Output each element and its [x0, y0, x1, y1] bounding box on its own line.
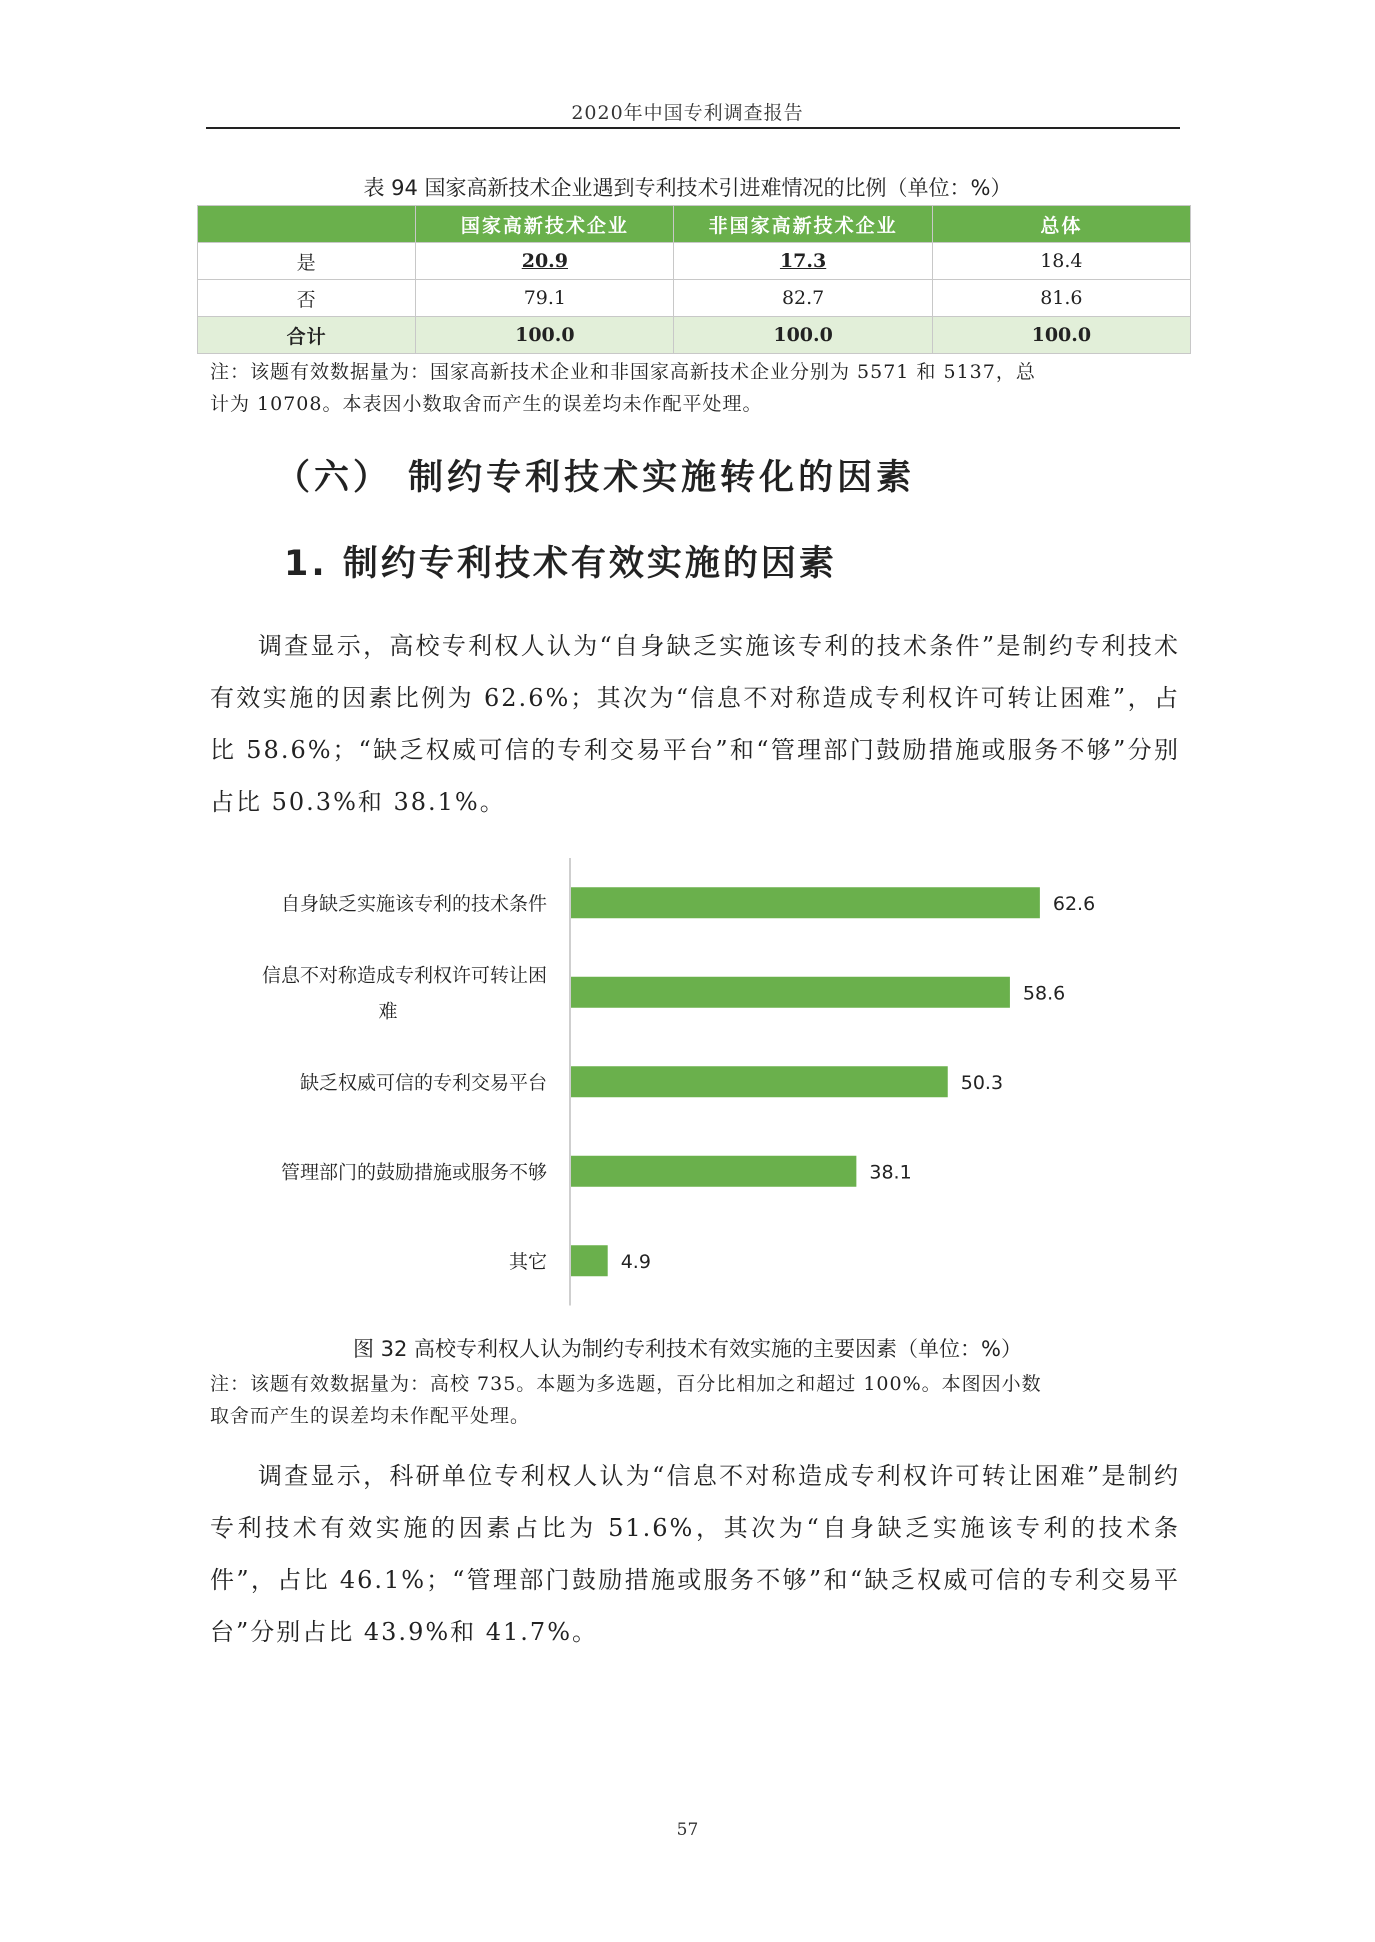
figure-note-line: 注：该题有效数据量为：高校 735。本题为多选题，百分比相加之和超过 100%。本图因小数 — [210, 1373, 1042, 1395]
chart-category-label: 缺乏权威可信的专利交易平台 — [299, 1071, 547, 1094]
table-caption: 表 94 国家高新技术企业遇到专利技术引进难情况的比例（单位：%） — [363, 176, 1012, 200]
chart-data-label: 58.6 — [1022, 982, 1066, 1005]
figure-note-line: 取舍而产生的误差均未作配平处理。 — [210, 1405, 531, 1427]
table-cell: 82.7 — [674, 280, 932, 317]
running-header: 2020年中国专利调查报告 — [571, 102, 804, 124]
table-cell: 18.4 — [932, 243, 1190, 280]
chart-marks — [262, 887, 1095, 1276]
table-cell: 100.0 — [932, 317, 1190, 354]
paragraph: 调查显示，高校专利权人认为“自身缺乏实施该专利的技术条件”是制约专利技术有效实施的因素比例为 62.6%；其次为“信息不对称造成专利权许可转让困难”，占比 58.6%；“缺乏权威可信的专利交易平台”和“管理部门鼓励措施或服务不够”分别占比 50.3%和 38.1%。 — [210, 632, 1180, 816]
chart-data-label: 4.9 — [620, 1250, 651, 1273]
chart-bar — [571, 1245, 608, 1276]
chart-bar — [571, 1066, 948, 1097]
table-note-line: 计为 10708。本表因小数取舍而产生的误差均未作配平处理。 — [210, 393, 763, 415]
chart-data-label: 50.3 — [960, 1071, 1004, 1094]
paragraph: 调查显示，科研单位专利权人认为“信息不对称造成专利权许可转让困难”是制约专利技术有效实施的因素占比为 51.6%，其次为“自身缺乏实施该专利的技术条件”，占比 46.1%；“管理部门鼓励措施或服务不够”和“缺乏权威可信的专利交易平台”分别占比 43.9%和 41.7%。 — [210, 1462, 1180, 1646]
table-header-cell: 总体 — [932, 206, 1190, 243]
table-cell: 20.9 — [416, 243, 674, 280]
chart-category-label: 自身缺乏实施该专利的技术条件 — [280, 892, 547, 915]
table-cell: 81.6 — [932, 280, 1190, 317]
figure-note — [210, 1368, 1180, 1432]
row-label: 是 — [198, 243, 416, 280]
table-cell: 17.3 — [674, 243, 932, 280]
table-note-line: 注：该题有效数据量为：国家高新技术企业和非国家高新技术企业分别为 5571 和 5137，总 — [210, 361, 1036, 383]
sub-heading: 1. 制约专利技术有效实施的因素 — [284, 544, 837, 584]
chart-category-label: 其它 — [508, 1250, 547, 1273]
chart-category-label: 难 — [378, 1000, 398, 1023]
section-heading: （六） 制约专利技术实施转化的因素 — [275, 458, 916, 498]
chart-bar — [571, 977, 1010, 1008]
page-number: 57 — [676, 1820, 699, 1840]
chart-category-label: 管理部门的鼓励措施或服务不够 — [280, 1161, 547, 1184]
chart-data-label: 38.1 — [869, 1161, 912, 1184]
chart-bar — [571, 1156, 856, 1187]
table-header-cell: 非国家高新技术企业 — [674, 206, 932, 243]
table-cell: 100.0 — [416, 317, 674, 354]
chart-category-label: 信息不对称造成专利权许可转让困 — [261, 964, 547, 987]
row-label: 否 — [198, 280, 416, 317]
chart-bar — [571, 887, 1040, 918]
row-label: 合计 — [198, 317, 416, 354]
table-cell: 100.0 — [674, 317, 932, 354]
chart-data-label: 62.6 — [1052, 892, 1096, 915]
figure-caption: 图 32 高校专利权人认为制约专利技术有效实施的主要因素（单位：%） — [352, 1337, 1023, 1361]
table-cell: 79.1 — [416, 280, 674, 317]
table-header-cell: 国家高新技术企业 — [416, 206, 674, 243]
